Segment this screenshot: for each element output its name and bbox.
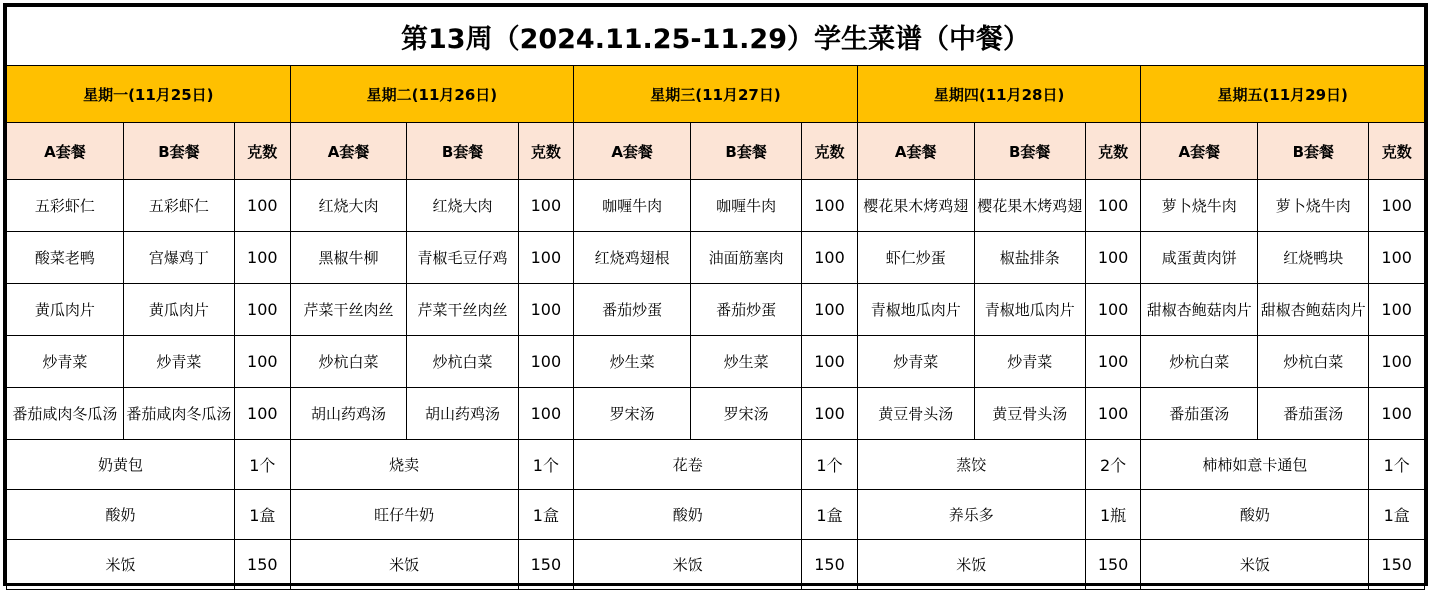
col-header-b-set: B套餐 xyxy=(407,123,518,180)
col-header-b-set: B套餐 xyxy=(974,123,1085,180)
dish-b-cell: 炒杭白菜 xyxy=(407,336,518,388)
grams-cell: 100 xyxy=(1085,284,1141,336)
day-header-3: 星期三(11月27日) xyxy=(574,66,858,123)
dish-a-cell: 番茄咸肉冬瓜汤 xyxy=(7,388,124,440)
col-header-b-set: B套餐 xyxy=(1258,123,1369,180)
grams-cell: 100 xyxy=(518,232,574,284)
dish-a-cell: 甜椒杏鲍菇肉片 xyxy=(1141,284,1258,336)
grams-cell: 100 xyxy=(1085,232,1141,284)
dish-b-cell: 咖喱牛肉 xyxy=(691,180,802,232)
grams-cell: 100 xyxy=(235,232,291,284)
extra-qty-cell: 1瓶 xyxy=(1085,490,1141,540)
dish-b-cell: 番茄咸肉冬瓜汤 xyxy=(123,388,234,440)
grams-cell: 100 xyxy=(235,388,291,440)
extra-row xyxy=(7,540,1425,590)
dish-a-cell: 红烧鸡翅根 xyxy=(574,232,691,284)
dish-a-cell: 芹菜干丝肉丝 xyxy=(290,284,407,336)
dish-b-cell: 炒生菜 xyxy=(691,336,802,388)
col-header-a-set: A套餐 xyxy=(290,123,407,180)
extra-qty-cell: 1盒 xyxy=(1369,490,1425,540)
extra-item-cell: 米饭 xyxy=(7,540,235,590)
dish-a-cell: 黑椒牛柳 xyxy=(290,232,407,284)
dish-a-cell: 酸菜老鸭 xyxy=(7,232,124,284)
grams-cell: 100 xyxy=(1369,284,1425,336)
grams-cell: 100 xyxy=(1369,232,1425,284)
dish-a-cell: 番茄蛋汤 xyxy=(1141,388,1258,440)
dish-a-cell: 青椒地瓜肉片 xyxy=(857,284,974,336)
extra-qty-cell: 1个 xyxy=(1369,440,1425,490)
dish-a-cell: 咸蛋黄肉饼 xyxy=(1141,232,1258,284)
dish-a-cell: 萝卜烧牛肉 xyxy=(1141,180,1258,232)
grams-cell: 100 xyxy=(235,336,291,388)
dish-b-cell: 炒杭白菜 xyxy=(1258,336,1369,388)
grams-cell: 100 xyxy=(518,180,574,232)
dish-b-cell: 番茄炒蛋 xyxy=(691,284,802,336)
dish-b-cell: 炒青菜 xyxy=(974,336,1085,388)
col-header-grams: 克数 xyxy=(1085,123,1141,180)
dish-row xyxy=(7,180,1425,232)
extra-qty-cell: 150 xyxy=(235,540,291,590)
grams-cell: 100 xyxy=(802,388,858,440)
extra-item-cell: 酸奶 xyxy=(574,490,802,540)
grams-cell: 100 xyxy=(802,284,858,336)
dish-b-cell: 炒青菜 xyxy=(123,336,234,388)
day-header-1: 星期一(11月25日) xyxy=(7,66,291,123)
col-header-a-set: A套餐 xyxy=(7,123,124,180)
dish-a-cell: 黄豆骨头汤 xyxy=(857,388,974,440)
col-header-b-set: B套餐 xyxy=(123,123,234,180)
menu-table-frame xyxy=(3,3,1428,586)
extra-qty-cell: 1盒 xyxy=(518,490,574,540)
col-header-a-set: A套餐 xyxy=(574,123,691,180)
dish-b-cell: 青椒地瓜肉片 xyxy=(974,284,1085,336)
dish-a-cell: 樱花果木烤鸡翅 xyxy=(857,180,974,232)
extra-item-cell: 酸奶 xyxy=(1141,490,1369,540)
day-header-5: 星期五(11月29日) xyxy=(1141,66,1425,123)
extra-qty-cell: 1个 xyxy=(802,440,858,490)
dish-b-cell: 甜椒杏鲍菇肉片 xyxy=(1258,284,1369,336)
dish-a-cell: 炒青菜 xyxy=(7,336,124,388)
dish-b-cell: 青椒毛豆仔鸡 xyxy=(407,232,518,284)
grams-cell: 100 xyxy=(518,388,574,440)
dish-a-cell: 虾仁炒蛋 xyxy=(857,232,974,284)
dish-a-cell: 炒杭白菜 xyxy=(290,336,407,388)
dish-a-cell: 五彩虾仁 xyxy=(7,180,124,232)
dish-b-cell: 宫爆鸡丁 xyxy=(123,232,234,284)
dish-b-cell: 油面筋塞肉 xyxy=(691,232,802,284)
dish-b-cell: 五彩虾仁 xyxy=(123,180,234,232)
col-header-grams: 克数 xyxy=(802,123,858,180)
col-header-a-set: A套餐 xyxy=(1141,123,1258,180)
dish-b-cell: 番茄蛋汤 xyxy=(1258,388,1369,440)
extra-row xyxy=(7,490,1425,540)
extra-item-cell: 酸奶 xyxy=(7,490,235,540)
grams-cell: 100 xyxy=(802,232,858,284)
grams-cell: 100 xyxy=(1085,388,1141,440)
extra-item-cell: 烧卖 xyxy=(290,440,518,490)
extra-item-cell: 花卷 xyxy=(574,440,802,490)
extra-item-cell: 养乐多 xyxy=(857,490,1085,540)
dish-b-cell: 胡山药鸡汤 xyxy=(407,388,518,440)
grams-cell: 100 xyxy=(235,284,291,336)
grams-cell: 100 xyxy=(235,180,291,232)
extra-item-cell: 米饭 xyxy=(574,540,802,590)
extra-qty-cell: 1盒 xyxy=(235,490,291,540)
grams-cell: 100 xyxy=(1085,336,1141,388)
dish-a-cell: 胡山药鸡汤 xyxy=(290,388,407,440)
day-header-2: 星期二(11月26日) xyxy=(290,66,574,123)
dish-b-cell: 椒盐排条 xyxy=(974,232,1085,284)
extra-item-cell: 旺仔牛奶 xyxy=(290,490,518,540)
dish-a-cell: 炒杭白菜 xyxy=(1141,336,1258,388)
dish-row xyxy=(7,232,1425,284)
dish-a-cell: 炒青菜 xyxy=(857,336,974,388)
subheader-row xyxy=(7,123,1425,180)
dish-b-cell: 萝卜烧牛肉 xyxy=(1258,180,1369,232)
dish-b-cell: 黄豆骨头汤 xyxy=(974,388,1085,440)
grams-cell: 100 xyxy=(518,336,574,388)
extra-qty-cell: 1个 xyxy=(518,440,574,490)
extra-qty-cell: 1个 xyxy=(235,440,291,490)
dish-b-cell: 芹菜干丝肉丝 xyxy=(407,284,518,336)
extra-qty-cell: 1盒 xyxy=(802,490,858,540)
dish-b-cell: 红烧鸭块 xyxy=(1258,232,1369,284)
dish-row xyxy=(7,336,1425,388)
menu-table xyxy=(6,6,1425,590)
grams-cell: 100 xyxy=(802,336,858,388)
col-header-grams: 克数 xyxy=(235,123,291,180)
day-header-row xyxy=(7,66,1425,123)
extra-item-cell: 米饭 xyxy=(857,540,1085,590)
grams-cell: 100 xyxy=(1369,180,1425,232)
page-title: 第13周（2024.11.25-11.29）学生菜谱（中餐） xyxy=(7,7,1425,66)
day-header-4: 星期四(11月28日) xyxy=(857,66,1141,123)
dish-a-cell: 黄瓜肉片 xyxy=(7,284,124,336)
extra-item-cell: 奶黄包 xyxy=(7,440,235,490)
grams-cell: 100 xyxy=(802,180,858,232)
extra-qty-cell: 2个 xyxy=(1085,440,1141,490)
col-header-b-set: B套餐 xyxy=(691,123,802,180)
dish-row xyxy=(7,388,1425,440)
col-header-grams: 克数 xyxy=(1369,123,1425,180)
extra-qty-cell: 150 xyxy=(518,540,574,590)
dish-a-cell: 罗宋汤 xyxy=(574,388,691,440)
extra-item-cell: 米饭 xyxy=(290,540,518,590)
dish-a-cell: 咖喱牛肉 xyxy=(574,180,691,232)
col-header-a-set: A套餐 xyxy=(857,123,974,180)
dish-a-cell: 红烧大肉 xyxy=(290,180,407,232)
dish-b-cell: 红烧大肉 xyxy=(407,180,518,232)
grams-cell: 100 xyxy=(1369,336,1425,388)
dish-b-cell: 樱花果木烤鸡翅 xyxy=(974,180,1085,232)
title-row xyxy=(7,7,1425,66)
dish-a-cell: 炒生菜 xyxy=(574,336,691,388)
grams-cell: 100 xyxy=(1369,388,1425,440)
extra-row xyxy=(7,440,1425,490)
dish-a-cell: 番茄炒蛋 xyxy=(574,284,691,336)
extra-qty-cell: 150 xyxy=(1369,540,1425,590)
extra-item-cell: 蒸饺 xyxy=(857,440,1085,490)
dish-b-cell: 黄瓜肉片 xyxy=(123,284,234,336)
extra-item-cell: 柿柿如意卡通包 xyxy=(1141,440,1369,490)
dish-b-cell: 罗宋汤 xyxy=(691,388,802,440)
grams-cell: 100 xyxy=(1085,180,1141,232)
col-header-grams: 克数 xyxy=(518,123,574,180)
extra-qty-cell: 150 xyxy=(802,540,858,590)
dish-row xyxy=(7,284,1425,336)
grams-cell: 100 xyxy=(518,284,574,336)
extra-qty-cell: 150 xyxy=(1085,540,1141,590)
extra-item-cell: 米饭 xyxy=(1141,540,1369,590)
